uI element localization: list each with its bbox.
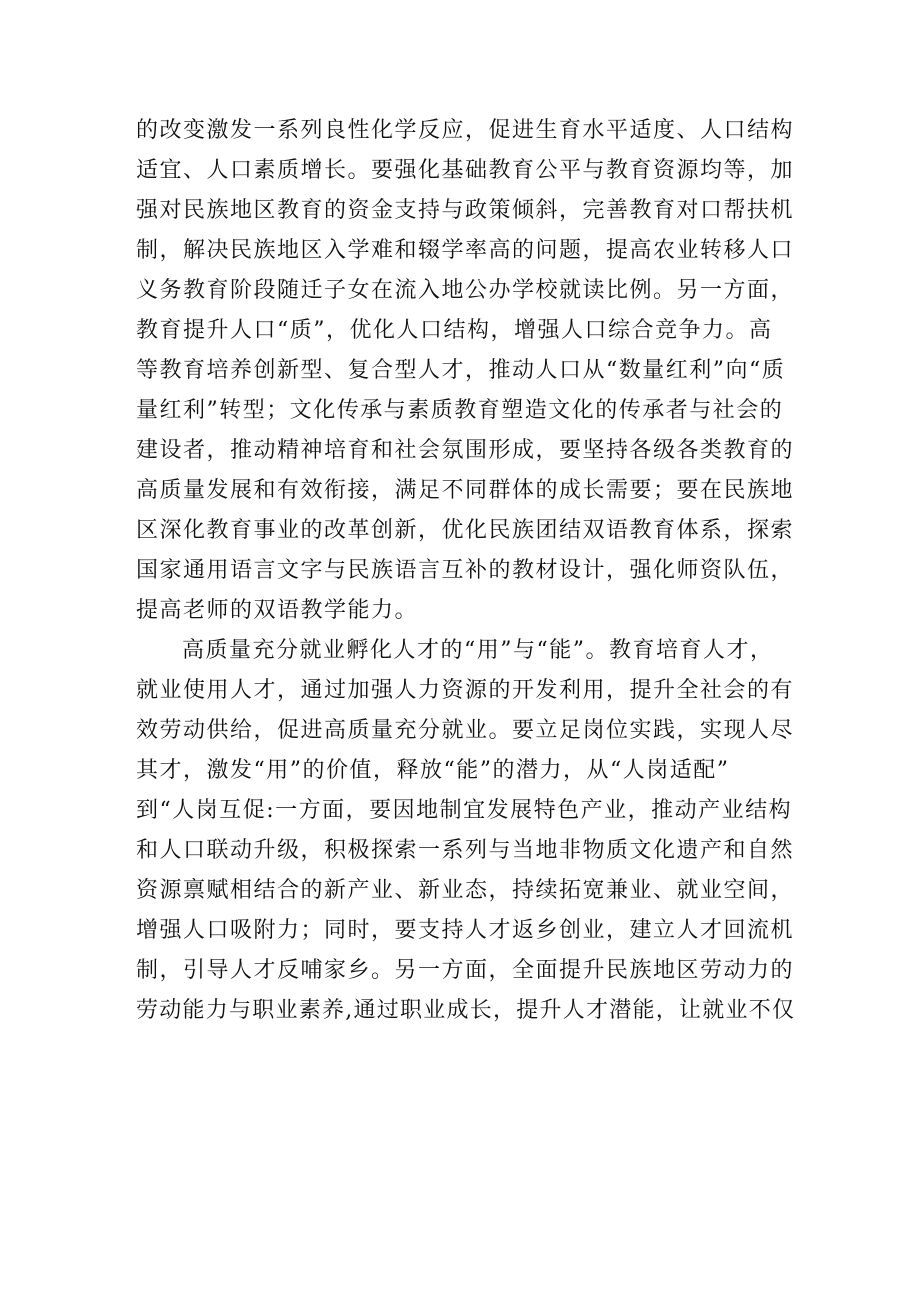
text-line: 提高老师的双语教学能力。 <box>136 598 419 623</box>
text-line: 其才，激发“用”的价值，释放“能”的潜力，从“人岗适配” <box>136 758 730 783</box>
text-line: 和人口联动升级，积极探索一系列与当地非物质文化遗产和自然 <box>136 838 795 863</box>
text-line: 国家通用语言文字与民族语言互补的教材设计，强化师资队伍， <box>136 558 795 583</box>
text-line: 就业使用人才，通过加强人力资源的开发利用，提升全社会的有 <box>136 678 795 703</box>
paragraph-1 <box>136 111 796 631</box>
text-line: 的改变激发一系列良性化学反应，促进生育水平适度、人口结构 <box>136 118 795 143</box>
text-line: 量红利”转型；文化传承与素质教育塑造文化的传承者与社会的 <box>136 398 784 423</box>
text-line: 适宜、人口素质增长。要强化基础教育公平与教育资源均等，加 <box>136 158 795 183</box>
text-line: 资源禀赋相结合的新产业、新业态，持续拓宽兼业、就业空间， <box>136 878 795 903</box>
text-line: 教育提升人口“质”，优化人口结构，增强人口综合竞争力。高 <box>136 318 773 343</box>
body-text <box>136 111 796 1031</box>
text-line: 增强人口吸附力；同时，要支持人才返乡创业，建立人才回流机 <box>136 918 795 943</box>
text-line: 义务教育阶段随迁子女在流入地公办学校就读比例。另一方面， <box>136 278 795 303</box>
text-line: 效劳动供给，促进高质量充分就业。要立足岗位实践，实现人尽 <box>136 718 795 743</box>
text-line: 劳动能力与职业素养,通过职业成长，提升人才潜能，让就业不仅 <box>136 998 796 1023</box>
text-line-indented: 高质量充分就业孵化人才的“用”与“能”。教育培育人才， <box>182 638 774 663</box>
text-line: 高质量发展和有效衔接，满足不同群体的成长需要；要在民族地 <box>136 478 795 503</box>
text-line: 区深化教育事业的改革创新，优化民族团结双语教育体系，探索 <box>136 518 795 543</box>
text-line: 制，引导人才反哺家乡。另一方面，全面提升民族地区劳动力的 <box>136 958 795 983</box>
paragraph-2 <box>136 631 796 1031</box>
text-line: 建设者，推动精神培育和社会氛围形成，要坚持各级各类教育的 <box>136 438 795 463</box>
text-line: 到“人岗互促:一方面，要因地制宜发展特色产业，推动产业结构 <box>136 798 793 823</box>
text-line: 制，解决民族地区入学难和辍学率高的问题，提高农业转移人口 <box>136 238 795 263</box>
text-line: 强对民族地区教育的资金支持与政策倾斜，完善教育对口帮扶机 <box>136 198 795 223</box>
text-line: 等教育培养创新型、复合型人才，推动人口从“数量红利”向“质 <box>136 358 786 383</box>
